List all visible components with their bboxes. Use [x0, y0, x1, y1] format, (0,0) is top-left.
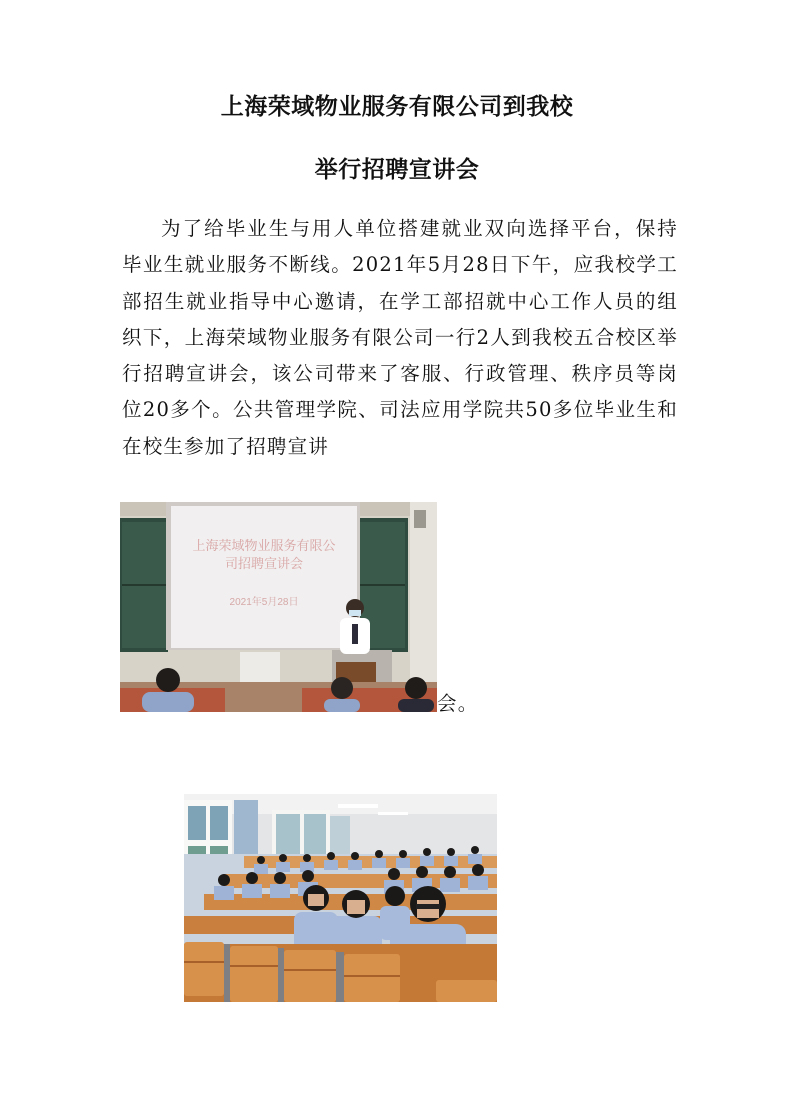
- body-paragraph: 为了给毕业生与用人单位搭建就业双向选择平台，保持毕业生就业服务不断线。2021年5月28日下午，应我校学工部招生就业指导中心邀请，在学工部招就中心工作人员的组织下，上海荣域物业服务有限公司一行2人到我校五合校区举行招聘宣讲会，该公司带来了客服、行政管理、秩序员等岗位20多个。公共管理学院、司法应用学院共50多位毕业生和在校生参加了招聘宣讲: [122, 217, 678, 458]
- document-title-line-1: 上海荣域物业服务有限公司到我校: [220, 94, 574, 120]
- body-trailing-text: 会。: [437, 692, 479, 715]
- screen-text-date: 2021年5月28日: [229, 597, 299, 608]
- screen-text-line-1: 上海荣域物业服务有限公: [192, 538, 336, 553]
- photo-students-seated: [184, 794, 497, 1002]
- document-title-line-2: 举行招聘宣讲会: [314, 157, 480, 183]
- stage-illustration: [120, 502, 437, 712]
- students-illustration: [184, 794, 497, 1002]
- photo-presentation-stage: [120, 502, 437, 712]
- screen-text-line-2: 司招聘宣讲会: [224, 556, 304, 571]
